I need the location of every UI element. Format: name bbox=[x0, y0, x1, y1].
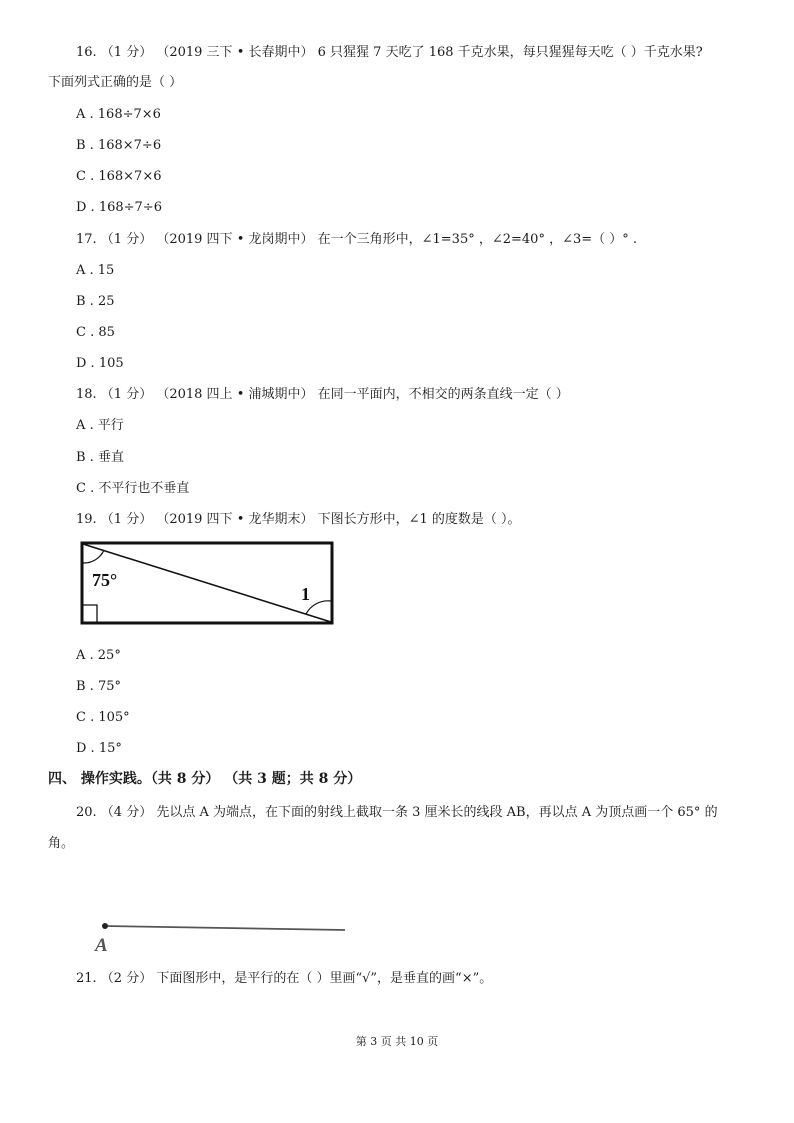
q16-option-c: C . 168×7×6 bbox=[76, 169, 162, 184]
point-a-label: A bbox=[95, 935, 108, 956]
q18-option-c: C . 不平行也不垂直 bbox=[76, 481, 190, 496]
right-angle-mark bbox=[83, 605, 97, 622]
q18-stem: 18. （1 分） （2018 四上 • 浦城期中） 在同一平面内，不相交的两条直线一定（ ） bbox=[76, 387, 569, 402]
ray-diagram bbox=[90, 918, 350, 958]
ray-line bbox=[105, 926, 345, 930]
q20-stem-cont: 角。 bbox=[48, 836, 75, 851]
q16-option-b: B . 168×7÷6 bbox=[76, 138, 162, 153]
q18-option-b: B . 垂直 bbox=[76, 450, 124, 465]
q16-stem-cont: 下面列式正确的是（ ） bbox=[48, 75, 183, 90]
point-a-dot bbox=[102, 923, 108, 929]
q16-option-a: A . 168÷7×6 bbox=[76, 107, 161, 122]
q19-option-d: D . 15° bbox=[76, 741, 122, 756]
rectangle-diagonal bbox=[83, 544, 331, 622]
section-heading: 四、 操作实践。（共 8 分） （共 3 题；共 8 分） bbox=[48, 771, 362, 787]
q20-stem: 20. （4 分） 先以点 A 为端点，在下面的射线上截取一条 3 厘米长的线段 AB，再以点 A 为顶点画一个 65° 的 bbox=[76, 805, 718, 820]
q16-stem: 16. （1 分） （2019 三下 • 长春期中） 6 只猩猩 7 天吃了 168 千克水果，每只猩猩每天吃（ ）千克水果? bbox=[76, 45, 703, 60]
q17-option-c: C . 85 bbox=[76, 325, 115, 340]
q17-option-d: D . 105 bbox=[76, 356, 124, 371]
q19-option-c: C . 105° bbox=[76, 710, 130, 725]
q21-stem: 21. （2 分） 下面图形中，是平行的在（ ）里画“√”，是垂直的画“×”。 bbox=[76, 971, 493, 986]
q19-option-b: B . 75° bbox=[76, 679, 121, 694]
q16-option-d: D . 168÷7÷6 bbox=[76, 200, 162, 215]
q17-option-b: B . 25 bbox=[76, 294, 115, 309]
q18-option-a: A . 平行 bbox=[76, 418, 124, 433]
q19-stem: 19. （1 分） （2019 四下 • 龙华期末） 下图长方形中，∠1 的度数是（ ）。 bbox=[76, 512, 521, 527]
q17-stem: 17. （1 分） （2019 四下 • 龙岗期中） 在一个三角形中，∠1=35° ，∠2=40° ，∠3=（ ）° . bbox=[76, 232, 638, 247]
page-footer: 第 3 页 共 10 页 bbox=[355, 1035, 439, 1048]
angle-75-label: 75° bbox=[92, 570, 118, 590]
q17-option-a: A . 15 bbox=[76, 263, 115, 278]
rectangle-diagram bbox=[80, 541, 336, 627]
q19-option-a: A . 25° bbox=[76, 648, 121, 663]
angle-75-arc bbox=[83, 550, 104, 563]
angle-1-label: 1 bbox=[301, 584, 310, 604]
